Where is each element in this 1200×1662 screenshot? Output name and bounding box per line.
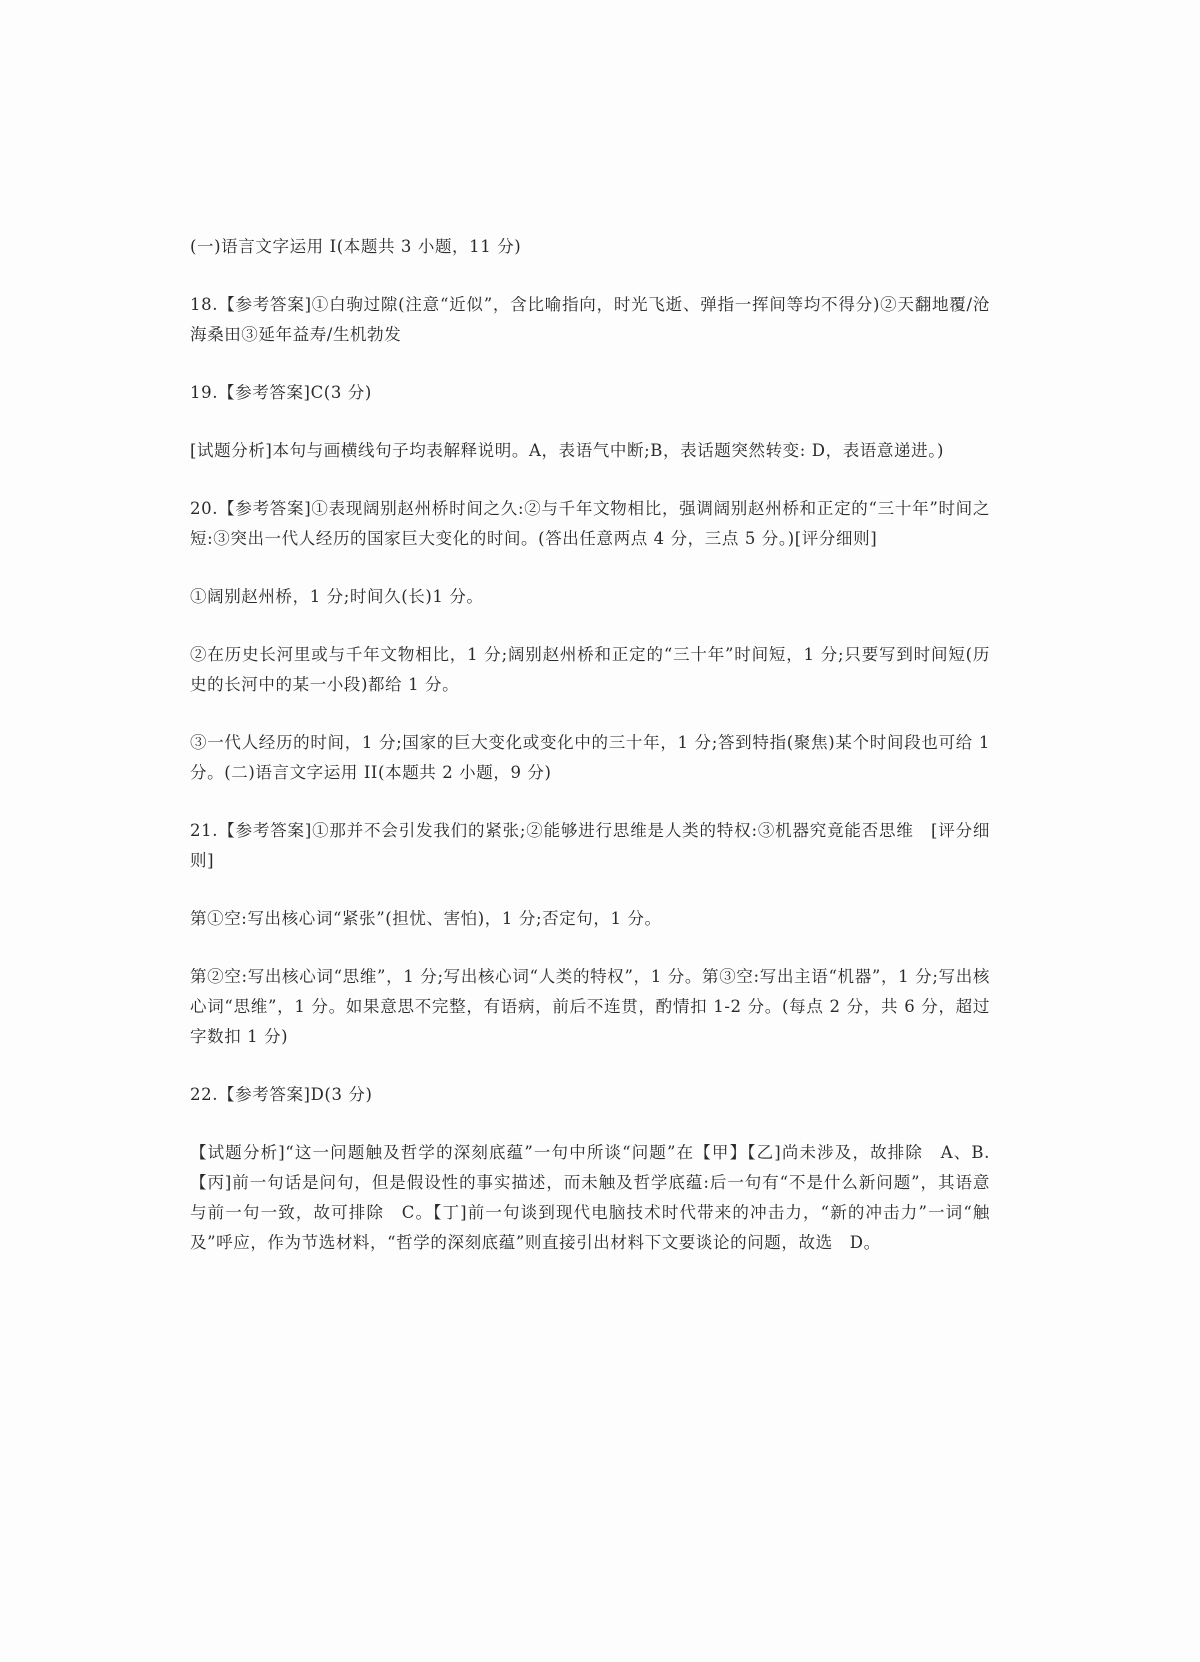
rubric-20-point-1: ①阔别赵州桥，1 分;时间久(长)1 分。: [190, 587, 484, 606]
answer-21: 21.【参考答案]①那并不会引发我们的紧张;②能够进行思维是人类的特权:③机器究竟能否思维 [评分细则]: [190, 821, 990, 870]
rubric-21-blank-2-3: 第②空:写出核心词“思维”，1 分;写出核心词“人类的特权”，1 分。第③空:写出主语“机器”，1 分;写出核心词“思维”，1 分。如果意思不完整，有语病，前后不连贯，酌情扣 1-2 分。(每点 2 分，共 6 分，超过字数扣 1 分): [190, 967, 990, 1046]
answer-18: 18.【参考答案]①白驹过隙(注意“近似”，含比喻指向，时光飞逝、弹指一挥间等均不得分)②天翻地覆/沧海桑田③延年益寿/生机勃发: [190, 295, 990, 344]
rubric-21-blank-1: 第①空:写出核心词“紧张”(担忧、害怕)，1 分;否定句，1 分。: [190, 909, 662, 928]
rubric-20-point-3: ③一代人经历的时间，1 分;国家的巨大变化或变化中的三十年，1 分;答到特指(聚焦)某个时间段也可给 1 分。(二)语言文字运用 II(本题共 2 小题，9 分): [190, 733, 990, 782]
answer-text-body: [190, 232, 990, 1284]
section-heading-1: (一)语言文字运用 I(本题共 3 小题，11 分): [190, 237, 522, 256]
analysis-22: 【试题分析]“这一问题触及哲学的深刻底蕴”一句中所谈“问题”在【甲】【乙]尚未涉及，故排除 A、B.【丙]前一句话是问句，但是假设性的事实描述，而未触及哲学底蕴:后一句有“不是什么新问题”，其语意与前一句一致，故可排除 C。【丁]前一句谈到现代电脑技术时代带来的冲击力，“新的冲击力”一词“触及”呼应，作为节选材料，“哲学的深刻底蕴”则直接引出材料下文要谈论的问题，故选 D。: [190, 1143, 990, 1252]
answer-20: 20.【参考答案]①表现阔别赵州桥时间之久:②与千年文物相比，强调阔别赵州桥和正定的“三十年”时间之短:③突出一代人经历的国家巨大变化的时间。(答出任意两点 4 分，三点 5 分。)[评分细则]: [190, 499, 990, 548]
rubric-20-point-2: ②在历史长河里或与千年文物相比，1 分;阔别赵州桥和正定的“三十年”时间短，1 分;只要写到时间短(历史的长河中的某一小段)都给 1 分。: [190, 645, 990, 694]
analysis-19: [试题分析]本句与画横线句子均表解释说明。A，表语气中断;B，表话题突然转变: D，表语意递进。): [190, 441, 945, 460]
answer-22: 22.【参考答案]D(3 分): [190, 1085, 373, 1104]
answer-19: 19.【参考答案]C(3 分): [190, 383, 372, 402]
